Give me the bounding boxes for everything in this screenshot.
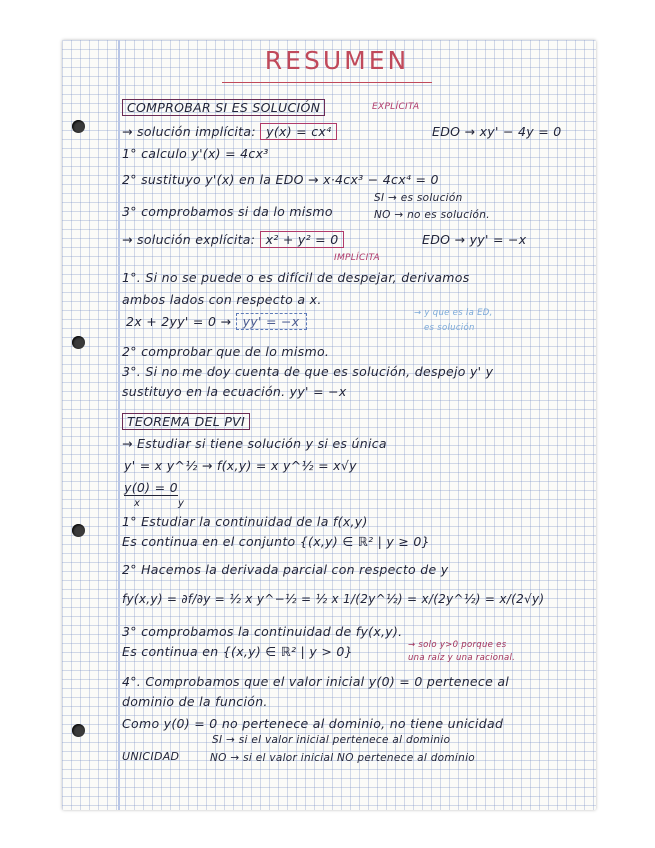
formula-box: x² + y² = 0 bbox=[260, 231, 345, 248]
note-line: 2° Hacemos la derivada parcial con respecto de y bbox=[122, 562, 449, 577]
note-line: sustituyo en la ecuación. yy' = −x bbox=[122, 384, 347, 399]
side-note: → solo y>0 porque es bbox=[408, 640, 507, 650]
note-line: 1°. Si no se puede o es difícil de despejar, derivamos bbox=[122, 270, 470, 285]
equation-line: y' = x y^½ → f(x,y) = x y^½ = x√y bbox=[124, 458, 357, 473]
binder-hole bbox=[72, 120, 85, 133]
note-line: 1° Estudiar la continuidad de la f(x,y) bbox=[122, 514, 368, 529]
side-note: → y que es la ED, bbox=[414, 308, 493, 318]
note-line: 3°. Si no me doy cuenta de que es solución, despejo y' y bbox=[122, 364, 494, 379]
no-branch: NO → no es solución. bbox=[374, 209, 490, 221]
solucion-explicita-line bbox=[122, 232, 344, 247]
note-line: 2° sustituyo y'(x) en la EDO → x·4cx³ − 4cx⁴ = 0 bbox=[122, 172, 439, 187]
line-text: 2x + 2yy' = 0 → bbox=[126, 314, 232, 329]
line-text: → solución implícita: bbox=[122, 124, 256, 139]
note-line: 4°. Comprobamos que el valor inicial y(0) = 0 pertenece al bbox=[122, 674, 510, 689]
si-branch: SI → si el valor inicial pertenece al dominio bbox=[212, 734, 451, 746]
no-branch: NO → si el valor inicial NO pertenece al dominio bbox=[210, 752, 476, 764]
binder-hole bbox=[72, 524, 85, 537]
section-heading bbox=[122, 100, 325, 115]
note-line: 1° calculo y'(x) = 4cx³ bbox=[122, 146, 269, 161]
section2-heading: TEOREMA DEL PVI bbox=[122, 413, 250, 430]
unicidad-label: UNICIDAD bbox=[122, 750, 180, 763]
derivative-line bbox=[126, 314, 307, 329]
edo-equation: EDO → xy' − 4y = 0 bbox=[432, 124, 562, 139]
partial-derivative: fy(x,y) = ∂f/∂y = ½ x y^−½ = ½ x 1/(2y^½) = x/(2y^½) = x/(2√y) bbox=[122, 592, 545, 606]
binder-hole bbox=[72, 724, 85, 737]
under-label: x bbox=[134, 498, 141, 509]
title-underline bbox=[222, 82, 432, 83]
note-line: Es continua en {(x,y) ∈ ℝ² | y > 0} bbox=[122, 644, 353, 659]
margin-line bbox=[118, 40, 120, 810]
note-line: 3° comprobamos si da lo mismo bbox=[122, 204, 333, 219]
section-heading bbox=[122, 414, 250, 429]
explicita-label: EXPLÍCITA bbox=[372, 102, 420, 112]
note-line: Como y(0) = 0 no pertenece al dominio, no tiene unicidad bbox=[122, 716, 504, 731]
formula-box: y(x) = cx⁴ bbox=[260, 123, 337, 140]
note-line: 3° comprobamos la continuidad de fy(x,y). bbox=[122, 624, 403, 639]
page-title: RESUMEN bbox=[264, 46, 410, 75]
edo-equation: EDO → yy' = −x bbox=[422, 232, 527, 247]
implicita-label: IMPLÍCITA bbox=[334, 253, 380, 263]
solucion-implicita-line bbox=[122, 124, 337, 139]
under-label: y bbox=[178, 498, 185, 509]
notebook-page bbox=[62, 40, 596, 810]
note-line: Es continua en el conjunto {(x,y) ∈ ℝ² | y ≥ 0} bbox=[122, 534, 430, 549]
binder-hole bbox=[72, 336, 85, 349]
si-branch: SI → es solución bbox=[374, 192, 463, 204]
note-line: → Estudiar si tiene solución y si es única bbox=[122, 436, 387, 451]
line-text: → solución explícita: bbox=[122, 232, 256, 247]
note-line: 2° comprobar que de lo mismo. bbox=[122, 344, 330, 359]
note-line: ambos lados con respecto a x. bbox=[122, 292, 322, 307]
section1-heading: COMPROBAR SI ES SOLUCIÓN bbox=[122, 99, 325, 116]
initial-condition: y(0) = 0 bbox=[124, 480, 178, 495]
side-note: es solución bbox=[424, 323, 475, 333]
note-line: dominio de la función. bbox=[122, 694, 268, 709]
side-note: una raíz y una racional. bbox=[408, 653, 516, 663]
result-box: yy' = −x bbox=[236, 313, 307, 330]
